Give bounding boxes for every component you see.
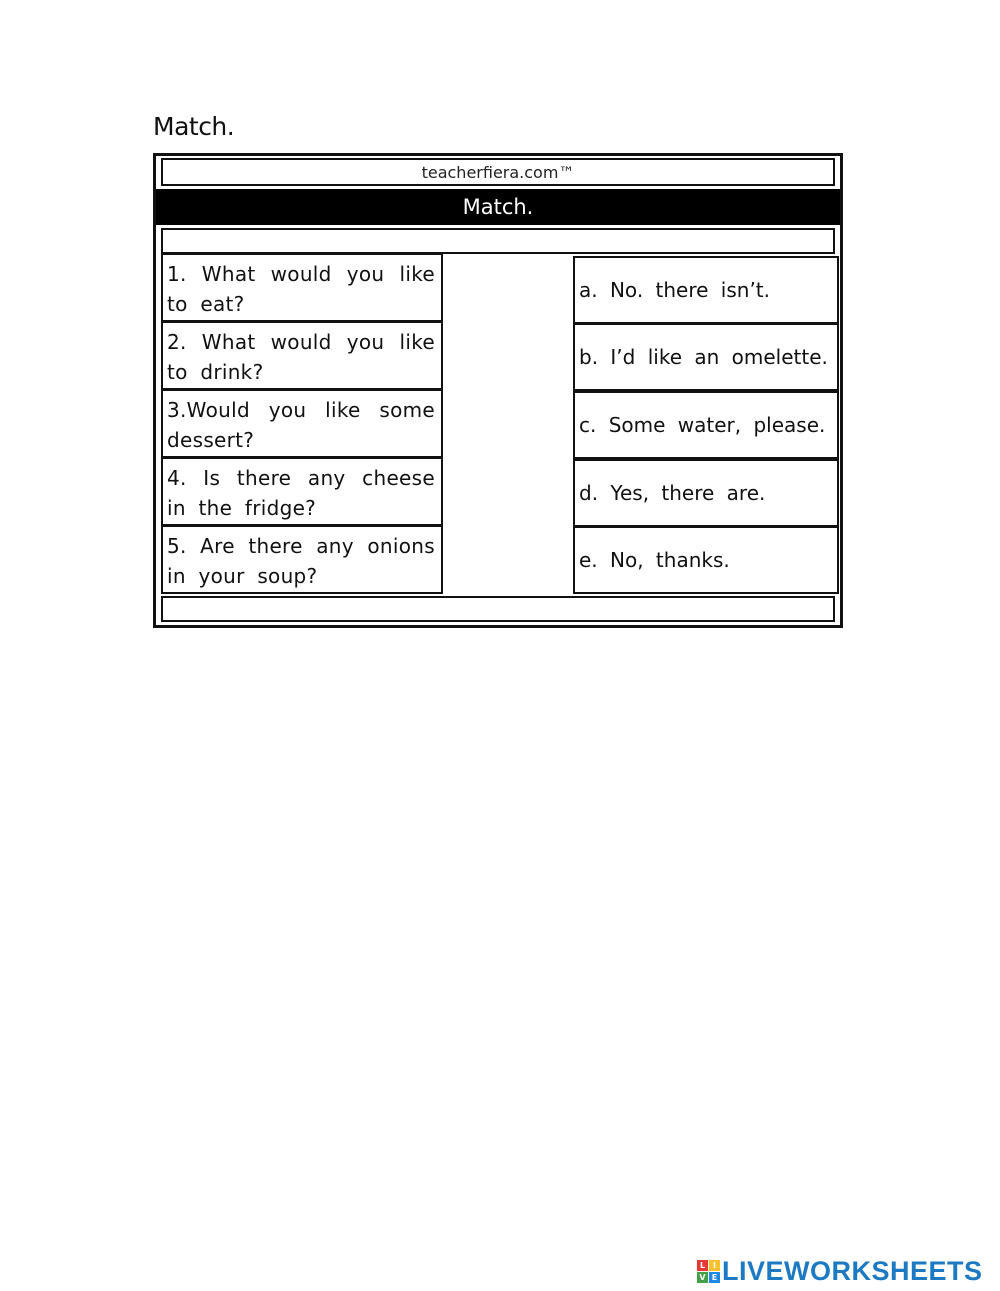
question-2: 2. What would you like to drink? — [161, 321, 443, 390]
question-1: 1. What would you like to eat? — [161, 253, 443, 322]
answer-e: e. No, thanks. — [573, 526, 839, 594]
question-5: 5. Are there any onions in your soup? — [161, 525, 443, 594]
answer-c: c. Some water, please. — [573, 391, 839, 459]
page-heading: Match. — [153, 112, 235, 141]
top-spacer-row — [161, 228, 835, 254]
brand-wordmark: LIVEWORKSHEETS — [722, 1255, 983, 1286]
answer-a: a. No. there isn’t. — [573, 256, 839, 324]
worksheet-title: Match. — [156, 189, 840, 225]
logo-letter-i: I — [709, 1260, 720, 1271]
logo-letter-v: V — [697, 1272, 708, 1283]
logo-letter-l: L — [697, 1260, 708, 1271]
logo-letter-e: E — [709, 1272, 720, 1283]
bottom-spacer-row — [161, 596, 835, 622]
question-4: 4. Is there any cheese in the fridge? — [161, 457, 443, 526]
credit-line: teacherfiera.com™ — [161, 158, 835, 186]
live-logo-icon — [697, 1260, 720, 1283]
answer-b: b. I’d like an omelette. — [573, 323, 839, 391]
answer-d: d. Yes, there are. — [573, 459, 839, 527]
worksheet-image — [153, 153, 843, 628]
question-3: 3.Would you like some dessert? — [161, 389, 443, 458]
liveworksheets-brand — [697, 1256, 983, 1286]
